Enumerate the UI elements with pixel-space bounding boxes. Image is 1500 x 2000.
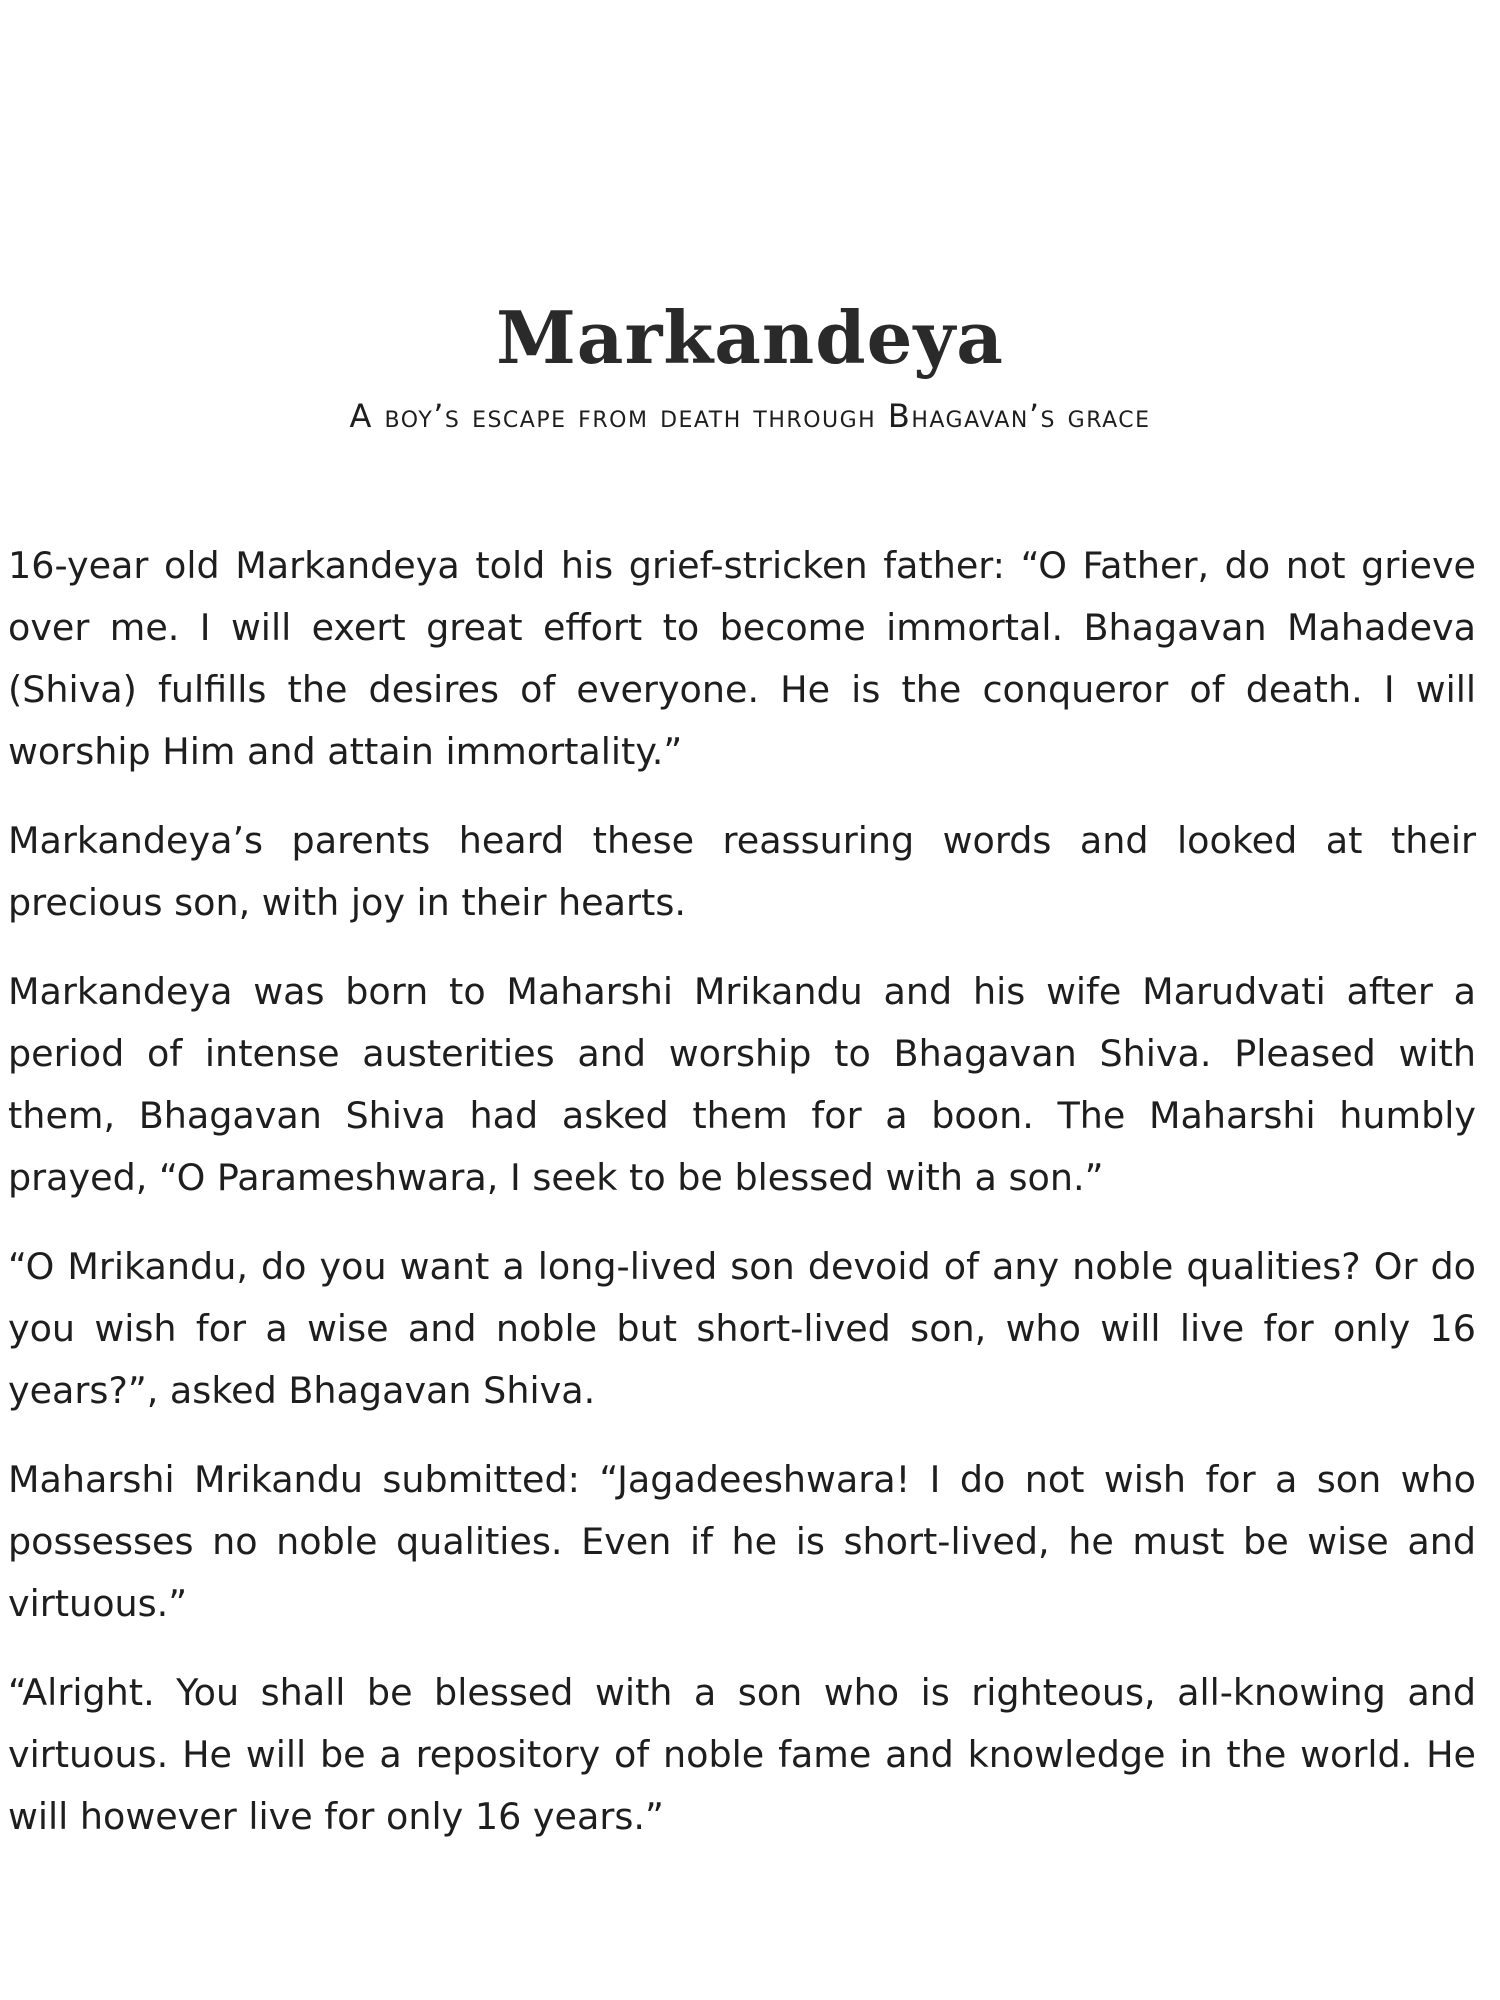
paragraph-6: “Alright. You shall be blessed with a son who is righteous, all-knowing and virtuous. He will be a repository of noble fame and knowledge in the world. He will however live for only 16 years.” (8, 1671, 1476, 1838)
paragraph-2: Markandeya’s parents heard these reassuring words and looked at their precious son, with joy in their hearts. (8, 819, 1476, 924)
page-subtitle: A boy’s escape from death through Bhagavan’s grace (349, 397, 1151, 435)
paragraph-1: 16-year old Markandeya told his grief-stricken father: “O Father, do not grieve over me. I will exert great effort to become immortal. Bhagavan Mahadeva (Shiva) fulfills the desires of everyone. He is the conqueror of death. I will worship Him and attain immortality.” (8, 544, 1476, 773)
paragraph-3: Markandeya was born to Maharshi Mrikandu and his wife Marudvati after a period of intense austerities and worship to Bhagavan Shiva. Pleased with them, Bhagavan Shiva had asked them for a boon. The Maharshi humbly prayed, “O Parameshwara, I seek to be blessed with a son.” (8, 970, 1476, 1199)
paragraph-5: Maharshi Mrikandu submitted: “Jagadeeshwara! I do not wish for a son who possesses no noble qualities. Even if he is short-lived, he must be wise and virtuous.” (8, 1458, 1476, 1625)
page-title: Markandeya (496, 295, 1004, 381)
paragraph-4: “O Mrikandu, do you want a long-lived son devoid of any noble qualities? Or do you wish for a wise and noble but short-lived son, who will live for only 16 years?”, asked Bhagavan Shiva. (8, 1245, 1476, 1412)
story-body (8, 535, 1476, 1875)
